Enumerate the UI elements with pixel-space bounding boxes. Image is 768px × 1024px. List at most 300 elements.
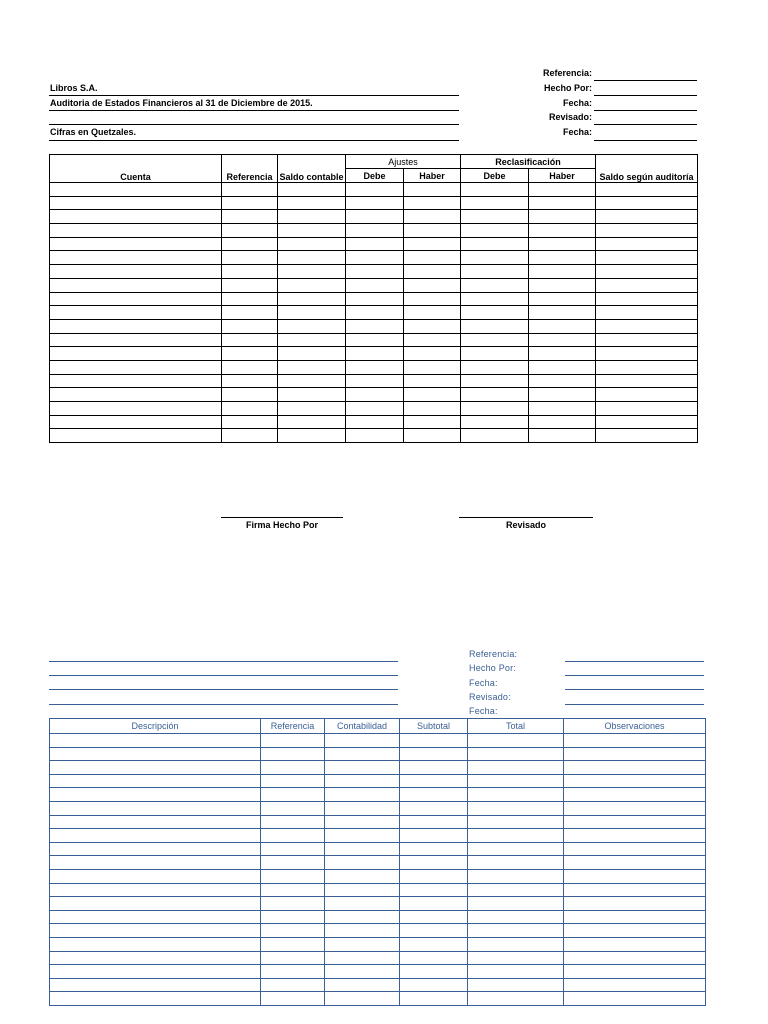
table-cell[interactable] <box>325 815 400 829</box>
table-cell[interactable] <box>564 910 706 924</box>
table-cell[interactable] <box>325 951 400 965</box>
table-cell[interactable] <box>564 992 706 1006</box>
table-cell[interactable] <box>400 910 468 924</box>
table-cell[interactable] <box>346 347 404 361</box>
field-revisado[interactable] <box>594 124 697 125</box>
table-cell[interactable] <box>50 402 222 416</box>
table-cell[interactable] <box>346 196 404 210</box>
table-cell[interactable] <box>596 292 698 306</box>
table-row <box>50 360 698 374</box>
table-cell[interactable] <box>461 319 529 333</box>
table-cell[interactable] <box>400 897 468 911</box>
table-cell[interactable] <box>278 306 346 320</box>
table-row <box>50 347 698 361</box>
table-cell[interactable] <box>50 829 261 843</box>
table-cell[interactable] <box>50 897 261 911</box>
table-cell[interactable] <box>346 265 404 279</box>
col-ajustes-haber: Haber <box>404 169 461 183</box>
table-cell[interactable] <box>596 183 698 197</box>
table-cell[interactable] <box>596 360 698 374</box>
table-cell[interactable] <box>461 251 529 265</box>
table-cell[interactable] <box>596 429 698 443</box>
table-cell[interactable] <box>400 937 468 951</box>
table-cell[interactable] <box>596 415 698 429</box>
table-cell[interactable] <box>261 924 325 938</box>
table-cell[interactable] <box>261 910 325 924</box>
table-cell[interactable] <box>596 278 698 292</box>
col-group-ajustes: Ajustes <box>346 155 461 169</box>
table-cell[interactable] <box>278 292 346 306</box>
signature-line-hecho-por[interactable] <box>221 517 343 518</box>
table-cell[interactable] <box>278 319 346 333</box>
table-cell[interactable] <box>461 237 529 251</box>
table-cell[interactable] <box>404 319 461 333</box>
table-cell[interactable] <box>468 734 564 748</box>
table-cell[interactable] <box>278 183 346 197</box>
table-cell[interactable] <box>400 924 468 938</box>
table-cell[interactable] <box>404 292 461 306</box>
table-cell[interactable] <box>404 333 461 347</box>
table-cell[interactable] <box>564 734 706 748</box>
table-cell[interactable] <box>222 292 278 306</box>
table-cell[interactable] <box>468 856 564 870</box>
table-cell[interactable] <box>461 306 529 320</box>
table-cell[interactable] <box>461 183 529 197</box>
table-cell[interactable] <box>468 951 564 965</box>
table-cell[interactable] <box>346 292 404 306</box>
table-row <box>50 747 706 761</box>
table-cell[interactable] <box>461 347 529 361</box>
table-cell[interactable] <box>404 210 461 224</box>
table-cell[interactable] <box>325 842 400 856</box>
table-cell[interactable] <box>468 842 564 856</box>
table-cell[interactable] <box>461 265 529 279</box>
table-cell[interactable] <box>261 951 325 965</box>
table-cell[interactable] <box>346 183 404 197</box>
table-cell[interactable] <box>564 774 706 788</box>
table-cell[interactable] <box>529 319 596 333</box>
table-cell[interactable] <box>261 774 325 788</box>
table-cell[interactable] <box>50 734 261 748</box>
table-cell[interactable] <box>261 788 325 802</box>
f2-header-line-3[interactable] <box>49 689 398 690</box>
table-cell[interactable] <box>404 196 461 210</box>
table-cell[interactable] <box>278 415 346 429</box>
table-cell[interactable] <box>400 856 468 870</box>
table-cell[interactable] <box>564 924 706 938</box>
table-row <box>50 429 698 443</box>
table-cell[interactable] <box>325 856 400 870</box>
table-cell[interactable] <box>400 815 468 829</box>
table-cell[interactable] <box>346 237 404 251</box>
table-cell[interactable] <box>596 265 698 279</box>
table-cell[interactable] <box>461 402 529 416</box>
table-cell[interactable] <box>529 196 596 210</box>
table-cell[interactable] <box>529 347 596 361</box>
table-cell[interactable] <box>400 842 468 856</box>
table-cell[interactable] <box>222 360 278 374</box>
table-cell[interactable] <box>222 374 278 388</box>
f2-header-line-1[interactable] <box>49 661 398 662</box>
table-cell[interactable] <box>596 333 698 347</box>
table-cell[interactable] <box>278 210 346 224</box>
table-cell[interactable] <box>50 429 222 443</box>
table-cell[interactable] <box>222 183 278 197</box>
signature-line-revisado[interactable] <box>459 517 593 518</box>
table-cell[interactable] <box>325 869 400 883</box>
table-cell[interactable] <box>529 333 596 347</box>
table-cell[interactable] <box>278 251 346 265</box>
table-cell[interactable] <box>461 429 529 443</box>
table-cell[interactable] <box>596 388 698 402</box>
table-cell[interactable] <box>400 883 468 897</box>
table-cell[interactable] <box>564 747 706 761</box>
table-cell[interactable] <box>325 747 400 761</box>
table-cell[interactable] <box>50 319 222 333</box>
table-cell[interactable] <box>325 965 400 979</box>
table-cell[interactable] <box>50 224 222 238</box>
table-cell[interactable] <box>404 224 461 238</box>
table-cell[interactable] <box>325 910 400 924</box>
table-cell[interactable] <box>529 265 596 279</box>
table-cell[interactable] <box>346 210 404 224</box>
table-cell[interactable] <box>461 292 529 306</box>
table-cell[interactable] <box>346 251 404 265</box>
table-cell[interactable] <box>468 788 564 802</box>
table-cell[interactable] <box>50 251 222 265</box>
table-cell[interactable] <box>261 978 325 992</box>
table-cell[interactable] <box>50 747 261 761</box>
table-cell[interactable] <box>461 333 529 347</box>
table-cell[interactable] <box>278 429 346 443</box>
table-cell[interactable] <box>564 897 706 911</box>
f2-field-fecha[interactable] <box>565 689 704 690</box>
table-cell[interactable] <box>468 897 564 911</box>
table-cell[interactable] <box>400 869 468 883</box>
table-cell[interactable] <box>404 306 461 320</box>
table-cell[interactable] <box>222 224 278 238</box>
table-cell[interactable] <box>529 278 596 292</box>
table-cell[interactable] <box>400 992 468 1006</box>
table-cell[interactable] <box>50 924 261 938</box>
field-fecha[interactable] <box>594 110 697 111</box>
table-cell[interactable] <box>346 402 404 416</box>
table-cell[interactable] <box>468 761 564 775</box>
table-cell[interactable] <box>222 237 278 251</box>
table-cell[interactable] <box>346 333 404 347</box>
table-cell[interactable] <box>261 747 325 761</box>
table-cell[interactable] <box>261 761 325 775</box>
table-cell[interactable] <box>325 734 400 748</box>
table-cell[interactable] <box>50 333 222 347</box>
table-cell[interactable] <box>346 374 404 388</box>
table-cell[interactable] <box>404 388 461 402</box>
table-cell[interactable] <box>468 992 564 1006</box>
table-cell[interactable] <box>400 747 468 761</box>
table-cell[interactable] <box>404 278 461 292</box>
table-cell[interactable] <box>596 210 698 224</box>
table-cell[interactable] <box>261 734 325 748</box>
table-cell[interactable] <box>564 883 706 897</box>
table-cell[interactable] <box>564 815 706 829</box>
table-cell[interactable] <box>529 237 596 251</box>
table-cell[interactable] <box>346 319 404 333</box>
table-cell[interactable] <box>404 415 461 429</box>
table-cell[interactable] <box>564 801 706 815</box>
table-cell[interactable] <box>325 761 400 775</box>
table-cell[interactable] <box>50 965 261 979</box>
table-cell[interactable] <box>325 978 400 992</box>
table-cell[interactable] <box>596 347 698 361</box>
table-cell[interactable] <box>50 883 261 897</box>
table-cell[interactable] <box>461 388 529 402</box>
table-cell[interactable] <box>222 347 278 361</box>
table-cell[interactable] <box>261 801 325 815</box>
table-cell[interactable] <box>468 747 564 761</box>
table-cell[interactable] <box>400 951 468 965</box>
table-cell[interactable] <box>50 978 261 992</box>
table-cell[interactable] <box>278 402 346 416</box>
table-cell[interactable] <box>461 278 529 292</box>
table-cell[interactable] <box>278 265 346 279</box>
table-cell[interactable] <box>468 965 564 979</box>
table-cell[interactable] <box>404 429 461 443</box>
table-cell[interactable] <box>50 360 222 374</box>
table-cell[interactable] <box>278 237 346 251</box>
table-cell[interactable] <box>400 734 468 748</box>
table-cell[interactable] <box>596 237 698 251</box>
table-cell[interactable] <box>222 251 278 265</box>
table-cell[interactable] <box>50 415 222 429</box>
table-cell[interactable] <box>404 265 461 279</box>
table-cell[interactable] <box>50 761 261 775</box>
table-cell[interactable] <box>564 965 706 979</box>
label-referencia: Referencia: <box>542 68 592 78</box>
table-cell[interactable] <box>278 388 346 402</box>
table-cell[interactable] <box>50 237 222 251</box>
table-cell[interactable] <box>346 306 404 320</box>
table-cell[interactable] <box>404 374 461 388</box>
table-cell[interactable] <box>400 829 468 843</box>
col-cuenta: Cuenta <box>50 155 222 183</box>
table-cell[interactable] <box>404 237 461 251</box>
table-cell[interactable] <box>222 210 278 224</box>
table-cell[interactable] <box>404 360 461 374</box>
table-cell[interactable] <box>596 224 698 238</box>
table-cell[interactable] <box>468 829 564 843</box>
table-cell[interactable] <box>529 292 596 306</box>
table-cell[interactable] <box>50 210 222 224</box>
table-cell[interactable] <box>50 815 261 829</box>
table-cell[interactable] <box>564 869 706 883</box>
table-cell[interactable] <box>325 883 400 897</box>
table-cell[interactable] <box>222 196 278 210</box>
table-cell[interactable] <box>278 224 346 238</box>
table-cell[interactable] <box>400 801 468 815</box>
table-cell[interactable] <box>50 306 222 320</box>
table-cell[interactable] <box>261 992 325 1006</box>
table-cell[interactable] <box>461 210 529 224</box>
table-cell[interactable] <box>346 415 404 429</box>
table-cell[interactable] <box>50 265 222 279</box>
table-cell[interactable] <box>468 815 564 829</box>
table-cell[interactable] <box>400 978 468 992</box>
table-cell[interactable] <box>261 842 325 856</box>
table-cell[interactable] <box>261 965 325 979</box>
table-cell[interactable] <box>461 196 529 210</box>
table-cell[interactable] <box>468 910 564 924</box>
table-cell[interactable] <box>468 924 564 938</box>
table-cell[interactable] <box>596 319 698 333</box>
table-cell[interactable] <box>564 951 706 965</box>
table-cell[interactable] <box>50 801 261 815</box>
table-cell[interactable] <box>529 388 596 402</box>
table-cell[interactable] <box>564 761 706 775</box>
table-cell[interactable] <box>50 910 261 924</box>
table-cell[interactable] <box>50 869 261 883</box>
table-cell[interactable] <box>222 388 278 402</box>
table-cell[interactable] <box>400 965 468 979</box>
table-cell[interactable] <box>278 333 346 347</box>
table-cell[interactable] <box>50 196 222 210</box>
table-cell[interactable] <box>400 761 468 775</box>
table-cell[interactable] <box>325 801 400 815</box>
header-line-2 <box>49 110 459 111</box>
table-cell[interactable] <box>261 856 325 870</box>
table-cell[interactable] <box>461 360 529 374</box>
table-cell[interactable] <box>400 774 468 788</box>
table-cell[interactable] <box>564 842 706 856</box>
f2-field-revisado[interactable] <box>565 704 704 705</box>
table-cell[interactable] <box>50 842 261 856</box>
table-cell[interactable] <box>261 897 325 911</box>
table-cell[interactable] <box>529 360 596 374</box>
table-cell[interactable] <box>529 210 596 224</box>
table-cell[interactable] <box>468 774 564 788</box>
table-cell[interactable] <box>50 183 222 197</box>
table-cell[interactable] <box>325 992 400 1006</box>
table-cell[interactable] <box>222 415 278 429</box>
table-cell[interactable] <box>222 319 278 333</box>
table-cell[interactable] <box>564 978 706 992</box>
table-cell[interactable] <box>222 429 278 443</box>
table-cell[interactable] <box>529 402 596 416</box>
table-cell[interactable] <box>261 883 325 897</box>
table-cell[interactable] <box>529 415 596 429</box>
table-cell[interactable] <box>404 347 461 361</box>
table-cell[interactable] <box>596 306 698 320</box>
field-fecha-2[interactable] <box>594 140 697 141</box>
col-saldo-auditoria: Saldo según auditoría <box>596 155 698 183</box>
table-cell[interactable] <box>222 306 278 320</box>
table-cell[interactable] <box>596 196 698 210</box>
field-hecho-por[interactable] <box>594 95 697 96</box>
table-cell[interactable] <box>50 951 261 965</box>
table-row <box>50 292 698 306</box>
f2-field-hecho-por[interactable] <box>565 675 704 676</box>
table-cell[interactable] <box>346 278 404 292</box>
table-cell[interactable] <box>468 937 564 951</box>
table-cell[interactable] <box>222 333 278 347</box>
table-cell[interactable] <box>346 388 404 402</box>
table-cell[interactable] <box>278 196 346 210</box>
field-referencia[interactable] <box>594 80 697 81</box>
table-cell[interactable] <box>278 347 346 361</box>
f2-header-line-4[interactable] <box>49 704 398 705</box>
f2-header-line-2[interactable] <box>49 675 398 676</box>
table-cell[interactable] <box>529 183 596 197</box>
table-cell[interactable] <box>461 415 529 429</box>
table-cell[interactable] <box>564 937 706 951</box>
f2-field-referencia[interactable] <box>565 661 704 662</box>
table-cell[interactable] <box>529 374 596 388</box>
table-cell[interactable] <box>404 183 461 197</box>
table-cell[interactable] <box>50 374 222 388</box>
table-cell[interactable] <box>325 937 400 951</box>
table-cell[interactable] <box>50 388 222 402</box>
table-cell[interactable] <box>278 374 346 388</box>
table-row <box>50 415 698 429</box>
table-cell[interactable] <box>261 937 325 951</box>
table-cell[interactable] <box>325 829 400 843</box>
table-cell[interactable] <box>596 251 698 265</box>
table-cell[interactable] <box>404 251 461 265</box>
table-cell[interactable] <box>596 374 698 388</box>
table-cell[interactable] <box>50 292 222 306</box>
table-cell[interactable] <box>400 788 468 802</box>
table-cell[interactable] <box>50 788 261 802</box>
table-cell[interactable] <box>468 869 564 883</box>
table-cell[interactable] <box>50 278 222 292</box>
table-cell[interactable] <box>325 924 400 938</box>
table-cell[interactable] <box>468 801 564 815</box>
table-cell[interactable] <box>261 869 325 883</box>
table-cell[interactable] <box>278 278 346 292</box>
table-cell[interactable] <box>50 774 261 788</box>
table-cell[interactable] <box>50 347 222 361</box>
table-cell[interactable] <box>404 402 461 416</box>
table-cell[interactable] <box>529 251 596 265</box>
table-cell[interactable] <box>468 883 564 897</box>
table-cell[interactable] <box>529 224 596 238</box>
table-row <box>50 924 706 938</box>
table-cell[interactable] <box>529 306 596 320</box>
table-cell[interactable] <box>529 429 596 443</box>
table-cell[interactable] <box>346 360 404 374</box>
table-cell[interactable] <box>564 829 706 843</box>
table-cell[interactable] <box>564 788 706 802</box>
table-cell[interactable] <box>346 429 404 443</box>
table-cell[interactable] <box>50 856 261 870</box>
table-cell[interactable] <box>461 224 529 238</box>
table-cell[interactable] <box>346 224 404 238</box>
table-cell[interactable] <box>222 402 278 416</box>
table-cell[interactable] <box>461 374 529 388</box>
table-cell[interactable] <box>564 856 706 870</box>
table-cell[interactable] <box>596 402 698 416</box>
table-cell[interactable] <box>325 774 400 788</box>
table-cell[interactable] <box>222 265 278 279</box>
table-cell[interactable] <box>325 897 400 911</box>
table-cell[interactable] <box>50 992 261 1006</box>
table-cell[interactable] <box>222 278 278 292</box>
table-cell[interactable] <box>468 978 564 992</box>
table-cell[interactable] <box>261 815 325 829</box>
table-cell[interactable] <box>278 360 346 374</box>
table-cell[interactable] <box>50 937 261 951</box>
table-cell[interactable] <box>325 788 400 802</box>
table-cell[interactable] <box>261 829 325 843</box>
